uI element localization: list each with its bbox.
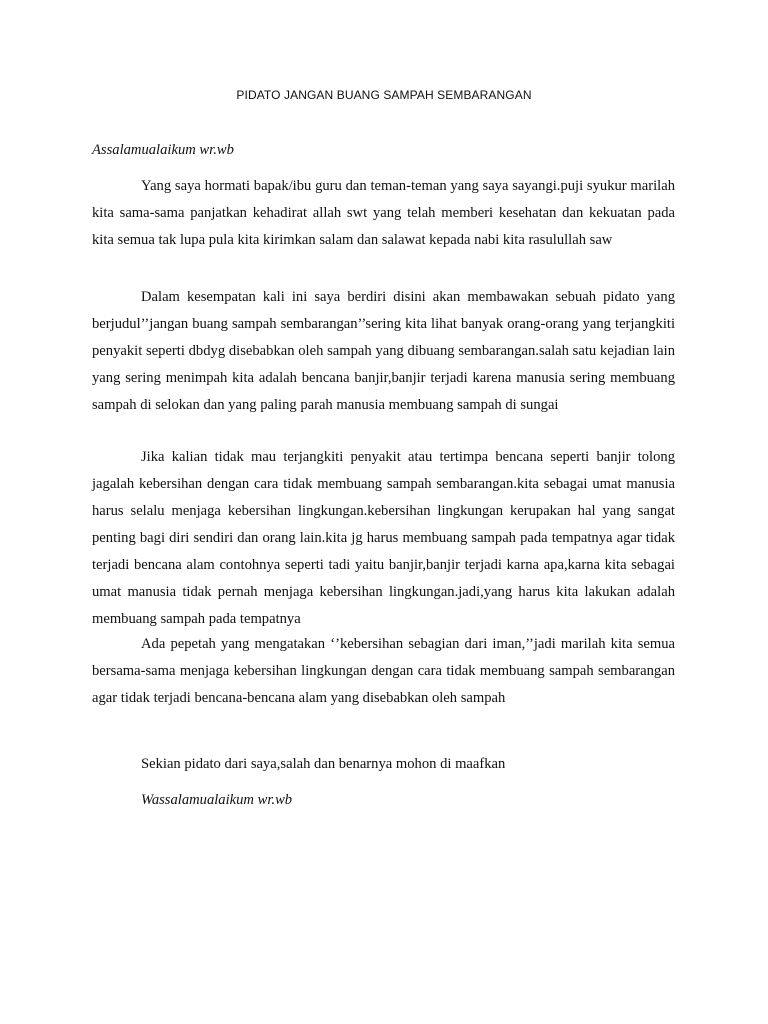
- closing-greeting: Wassalamualaikum wr.wb: [141, 792, 293, 808]
- paragraph-topic: Dalam kesempatan kali ini saya berdiri disini akan membawakan sebuah pidato yang berjudul’’jangan buang sampah sembarangan’’sering kita lihat banyak orang-orang yang terjangkiti penyakit seperti dbdyg disebabkan oleh sampah yang dibuang sembarangan.salah satu kejadian lain yang sering menimpah kita adalah bencana banjir,banjir terjadi karena manusia sering membuang sampah di selokan dan yang paling parah manusia membuang sampah di sungai: [92, 289, 675, 413]
- closing-remark: Sekian pidato dari saya,salah dan benarnya mohon di maafkan: [141, 756, 506, 772]
- paragraph-opening: Yang saya hormati bapak/ibu guru dan teman-teman yang saya sayangi.puji syukur marilah kita sama-sama panjatkan kehadirat allah swt yang telah memberi kesehatan dan kekuatan pada kita semua tak lupa pula kita kirimkan salam dan salawat kepada nabi kita rasulullah saw: [92, 178, 675, 248]
- opening-greeting: Assalamualaikum wr.wb: [92, 142, 234, 158]
- paragraph-advice: Jika kalian tidak mau terjangkiti penyakit atau tertimpa bencana seperti banjir tolong jagalah kebersihan dengan cara tidak membuang sampah sembarangan.kita sebagai umat manusia harus selalu menjaga kebersihan lingkungan.kebersihan lingkungan kerupakan hal yang sangat penting bagi diri sendiri dan orang lain.kita jg harus membuang sampah pada tempatnya agar tidak terjadi bencana alam contohnya seperti tadi yaitu banjir,banjir terjadi karna apa,karna kita sebagai umat manusia tidak pernah menjaga kebersihan lingkungan.jadi,yang harus kita lakukan adalah membuang sampah pada tempatnya: [92, 449, 675, 627]
- paragraph-proverb: Ada pepetah yang mengatakan ‘’kebersihan sebagian dari iman,’’jadi marilah kita semua bersama-sama menjaga kebersihan lingkungan dengan cara tidak membuang sampah sembarangan agar tidak terjadi bencana-bencana alam yang disebabkan oleh sampah: [92, 636, 675, 706]
- document-title: PIDATO JANGAN BUANG SAMPAH SEMBARANGAN: [236, 88, 532, 102]
